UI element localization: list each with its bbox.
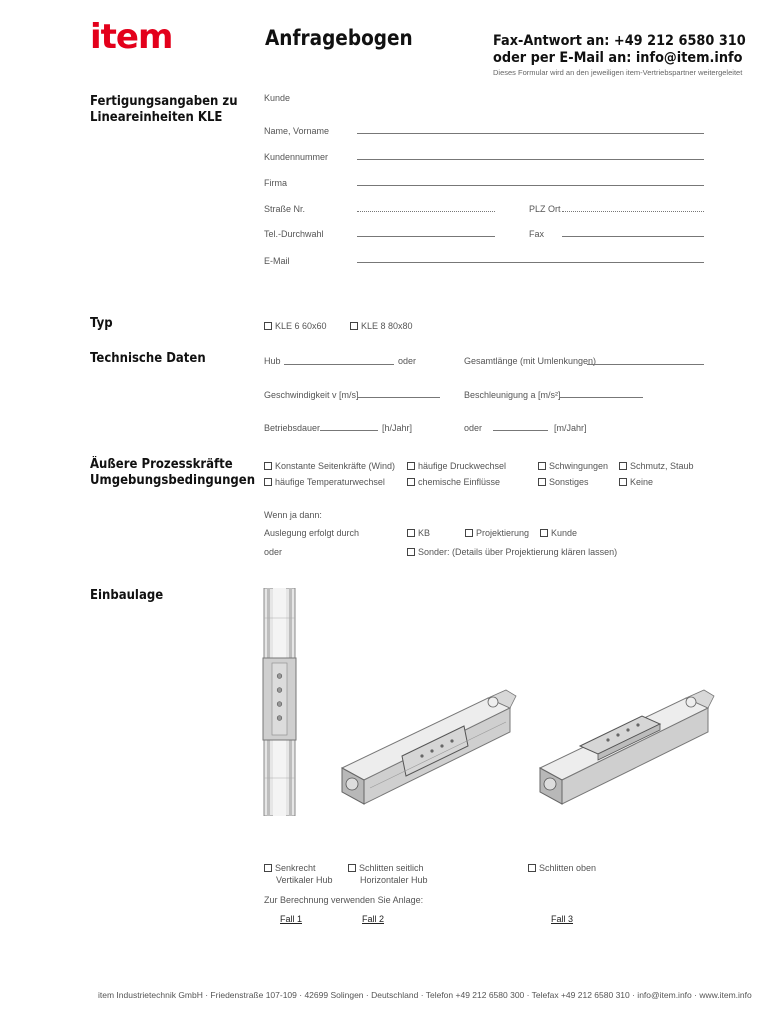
speed-label: Geschwindigkeit v [m/s] (264, 390, 359, 400)
force-option-dirt[interactable] (619, 461, 694, 471)
checkbox[interactable] (348, 864, 356, 872)
checkbox[interactable] (264, 462, 272, 470)
mounting-option-top[interactable] (528, 863, 596, 873)
option-label: Projektierung (476, 528, 530, 538)
design-option-projekt[interactable] (465, 528, 529, 538)
if-yes-label: Wenn ja dann: (264, 510, 322, 520)
total-length-label: Gesamtlänge (mit Umlenkungen) (464, 356, 597, 366)
customer-number-label: Kundennummer (264, 152, 329, 162)
section-heading-mounting: Einbaulage (90, 588, 164, 603)
speed-field[interactable] (357, 397, 440, 398)
checkbox[interactable] (528, 864, 536, 872)
heading-line: Fertigungsangaben zu (90, 94, 238, 109)
option-label: Sonstiges (549, 477, 589, 487)
name-field[interactable] (357, 133, 704, 134)
option-label: KLE 8 80x80 (361, 321, 413, 331)
hours-unit-label: [h/Jahr] (382, 423, 413, 433)
option-label: Schwingungen (549, 461, 609, 471)
street-label: Straße Nr. (264, 204, 306, 214)
phone-field[interactable] (357, 236, 495, 237)
section-heading-forces (90, 457, 255, 489)
type-option-kle6[interactable] (264, 321, 327, 331)
checkbox[interactable] (407, 462, 415, 470)
type-option-kle8[interactable] (350, 321, 413, 331)
checkbox[interactable] (619, 478, 627, 486)
fax-label: Fax (529, 229, 545, 239)
top-carriage-illustration (528, 688, 718, 818)
email-field[interactable] (357, 262, 704, 263)
hours-per-year-field[interactable] (320, 430, 378, 431)
checkbox[interactable] (538, 478, 546, 486)
mounting-option-side[interactable] (348, 863, 424, 873)
design-option-special[interactable] (407, 547, 617, 557)
heading-line: Äußere Prozesskräfte (90, 457, 233, 472)
heading-line: Umgebungsbedingungen (90, 473, 256, 488)
heading-line: Lineareinheiten KLE (90, 110, 223, 125)
section-heading-typ: Typ (90, 316, 113, 331)
checkbox[interactable] (407, 548, 415, 556)
option-label: Keine (630, 477, 654, 487)
case-2-link[interactable]: Fall 2 (362, 914, 385, 924)
case-1-link[interactable]: Fall 1 (280, 914, 303, 924)
section-heading-kle (90, 94, 238, 126)
acceleration-label: Beschleunigung a [m/s²] (464, 390, 561, 400)
force-option-wind[interactable] (264, 461, 395, 471)
forwarding-note: Dieses Formular wird an den jeweiligen item-Vertriebspartner weitergeleitet (493, 68, 743, 77)
checkbox[interactable] (538, 462, 546, 470)
option-label: Schlitten oben (539, 863, 597, 873)
meters-unit-label: [m/Jahr] (554, 423, 587, 433)
design-by-label: Auslegung erfolgt durch (264, 528, 360, 538)
option-label: Schlitten seitlich (359, 863, 424, 873)
force-option-pressure[interactable] (407, 461, 506, 471)
force-option-temperature[interactable] (264, 477, 385, 487)
design-option-kb[interactable] (407, 528, 430, 538)
checkbox[interactable] (619, 462, 627, 470)
phone-label: Tel.-Durchwahl (264, 229, 324, 239)
company-label: Firma (264, 178, 287, 188)
company-field[interactable] (357, 185, 704, 186)
fax-line: Fax-Antwort an: +49 212 6580 310 (493, 33, 746, 49)
footer-address: item Industrietechnik GmbH · Friedenstraße 107-109 · 42699 Solingen · Deutschland · Telefon +49 212 6580 300 · Telefax +49 212 6580 310 · info@item.info · www.item.info (98, 990, 752, 1000)
force-option-chemical[interactable] (407, 477, 500, 487)
customer-number-field[interactable] (357, 159, 704, 160)
option-label: häufige Druckwechsel (418, 461, 507, 471)
option-label: häufige Temperaturwechsel (275, 477, 385, 487)
option-label: Senkrecht (275, 863, 316, 873)
item-logo: item (90, 17, 173, 57)
street-field[interactable] (357, 211, 495, 212)
option-sublabel: Vertikaler Hub (276, 875, 333, 885)
customer-label: Kunde (264, 93, 291, 103)
checkbox[interactable] (264, 322, 272, 330)
option-label: KB (418, 528, 431, 538)
meters-per-year-field[interactable] (493, 430, 548, 431)
name-label: Name, Vorname (264, 126, 330, 136)
vertical-unit-illustration (262, 588, 298, 816)
option-label: Konstante Seitenkräfte (Wind) (275, 461, 396, 471)
force-option-none[interactable] (619, 477, 653, 487)
option-label: Sonder: (Details über Projektierung klären lassen) (418, 547, 618, 557)
mounting-option-vertical[interactable] (264, 863, 316, 873)
case-3-link[interactable]: Fall 3 (551, 914, 574, 924)
option-label: KLE 6 60x60 (275, 321, 327, 331)
fax-field[interactable] (562, 236, 704, 237)
page-title: Anfragebogen (265, 26, 413, 50)
checkbox[interactable] (407, 529, 415, 537)
stroke-label: Hub (264, 356, 281, 366)
email-label: E-Mail (264, 256, 290, 266)
checkbox[interactable] (264, 864, 272, 872)
design-option-kunde[interactable] (540, 528, 577, 538)
total-length-field[interactable] (587, 364, 704, 365)
zip-city-field[interactable] (562, 211, 704, 212)
operating-time-label: Betriebsdauer (264, 423, 321, 433)
or-label: oder (398, 356, 417, 366)
option-label: chemische Einflüsse (418, 477, 501, 487)
calculation-note: Zur Berechnung verwenden Sie Anlage: (264, 895, 424, 905)
option-sublabel: Horizontaler Hub (360, 875, 428, 885)
checkbox[interactable] (350, 322, 358, 330)
checkbox[interactable] (540, 529, 548, 537)
checkbox[interactable] (407, 478, 415, 486)
fax-contact (493, 33, 746, 67)
acceleration-field[interactable] (559, 397, 643, 398)
or-label: oder (464, 423, 483, 433)
checkbox[interactable] (264, 478, 272, 486)
email-line: oder per E-Mail an: info@item.info (493, 50, 743, 66)
or-label: oder (264, 547, 283, 557)
checkbox[interactable] (465, 529, 473, 537)
force-option-other[interactable] (538, 477, 589, 487)
zip-city-label: PLZ Ort (529, 204, 561, 214)
section-heading-tech: Technische Daten (90, 351, 206, 366)
side-carriage-illustration (330, 688, 520, 818)
stroke-field[interactable] (284, 364, 394, 365)
option-label: Schmutz, Staub (630, 461, 694, 471)
option-label: Kunde (551, 528, 578, 538)
force-option-vibration[interactable] (538, 461, 608, 471)
